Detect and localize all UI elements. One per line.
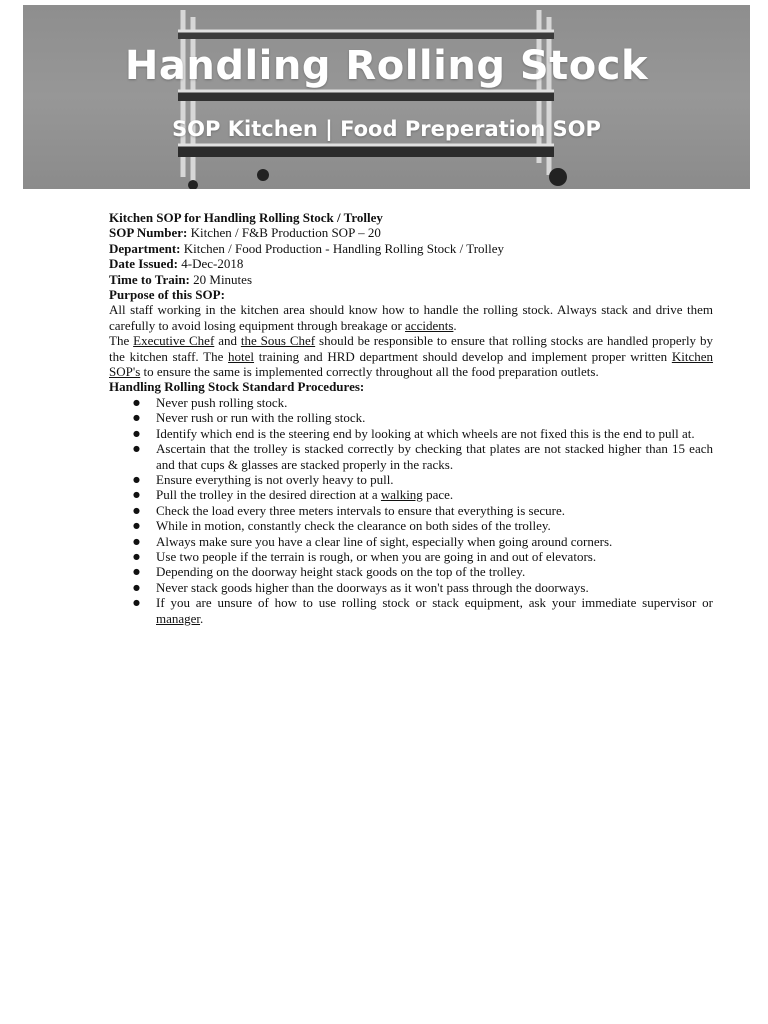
list-item: ● Always make sure you have a clear line of sight, especially when going around corners. bbox=[156, 534, 713, 549]
header-banner bbox=[23, 5, 750, 189]
list-item: ● If you are unsure of how to use rolling stock or stack equipment, ask your immediate supervisor or manager. bbox=[156, 595, 713, 626]
field-sop-number: SOP Number: Kitchen / F&B Production SOP – 20 bbox=[109, 225, 381, 241]
list-item: ● Never rush or run with the rolling stock. bbox=[156, 410, 713, 425]
banner-title: Handling Rolling Stock bbox=[124, 43, 649, 89]
link-sous-chef[interactable]: the Sous Chef bbox=[240, 333, 316, 349]
banner-subtitle: SOP Kitchen | Food Preperation SOP bbox=[172, 117, 601, 141]
link-kitchen-sops[interactable]: Kitchen SOP's bbox=[109, 348, 713, 380]
document-heading: Kitchen SOP for Handling Rolling Stock / Trolley bbox=[109, 210, 383, 225]
procedures-heading: Handling Rolling Stock Standard Procedures: bbox=[109, 379, 365, 395]
list-item: ● Depending on the doorway height stack goods on the top of the trolley. bbox=[156, 564, 713, 579]
field-date-issued: Date Issued: 4-Dec-2018 bbox=[109, 256, 244, 272]
list-item: ● Ascertain that the trolley is stacked correctly by checking that plates are not stacked higher than 15 each and that cups & glasses are stacked properly in the racks. bbox=[156, 441, 713, 472]
list-item: ● Pull the trolley in the desired direction at a walking pace. bbox=[156, 487, 713, 502]
link-hotel[interactable]: hotel bbox=[228, 348, 255, 364]
list-item: ● Use two people if the terrain is rough, or when you are going in and out of elevators. bbox=[156, 549, 713, 564]
field-time-to-train: Time to Train: 20 Minutes bbox=[109, 271, 253, 287]
procedures-list bbox=[109, 395, 713, 626]
list-item: ● While in motion, constantly check the clearance on both sides of the trolley. bbox=[156, 518, 713, 533]
list-item: ● Check the load every three meters intervals to ensure that everything is secure. bbox=[156, 503, 713, 518]
list-item: ● Identify which end is the steering end by looking at which wheels are not fixed this is the end to pull at. bbox=[156, 426, 713, 441]
list-item: ● Never stack goods higher than the doorways as it won't pass through the doorways. bbox=[156, 580, 713, 595]
purpose-paragraph: All staff working in the kitchen area should know how to handle the rolling stock. Always stack and drive them carefully to avoid losing equipment through breakage or accidents. bbox=[109, 302, 713, 333]
field-department: Department: Kitchen / Food Production - Handling Rolling Stock / Trolley bbox=[109, 240, 505, 256]
document-body bbox=[109, 210, 713, 626]
purpose-heading: Purpose of this SOP: bbox=[109, 287, 225, 303]
link-executive-chef[interactable]: Executive Chef bbox=[133, 333, 215, 349]
link-accidents[interactable]: accidents bbox=[405, 317, 454, 333]
list-item: ● Never push rolling stock. bbox=[156, 395, 713, 410]
list-item: ● Ensure everything is not overly heavy to pull. bbox=[156, 472, 713, 487]
link-walking[interactable]: walking bbox=[380, 487, 423, 503]
responsibility-paragraph: The Executive Chef and the Sous Chef should be responsible to ensure that rolling stocks are handled properly by the kitchen staff. The hotel training and HRD department should develop and implement proper written Kitchen SOP's to ensure the same is implemented correctly throughout all the food preparation outlets. bbox=[109, 333, 713, 380]
link-manager[interactable]: manager bbox=[156, 610, 201, 626]
trolley-icon bbox=[23, 5, 750, 189]
